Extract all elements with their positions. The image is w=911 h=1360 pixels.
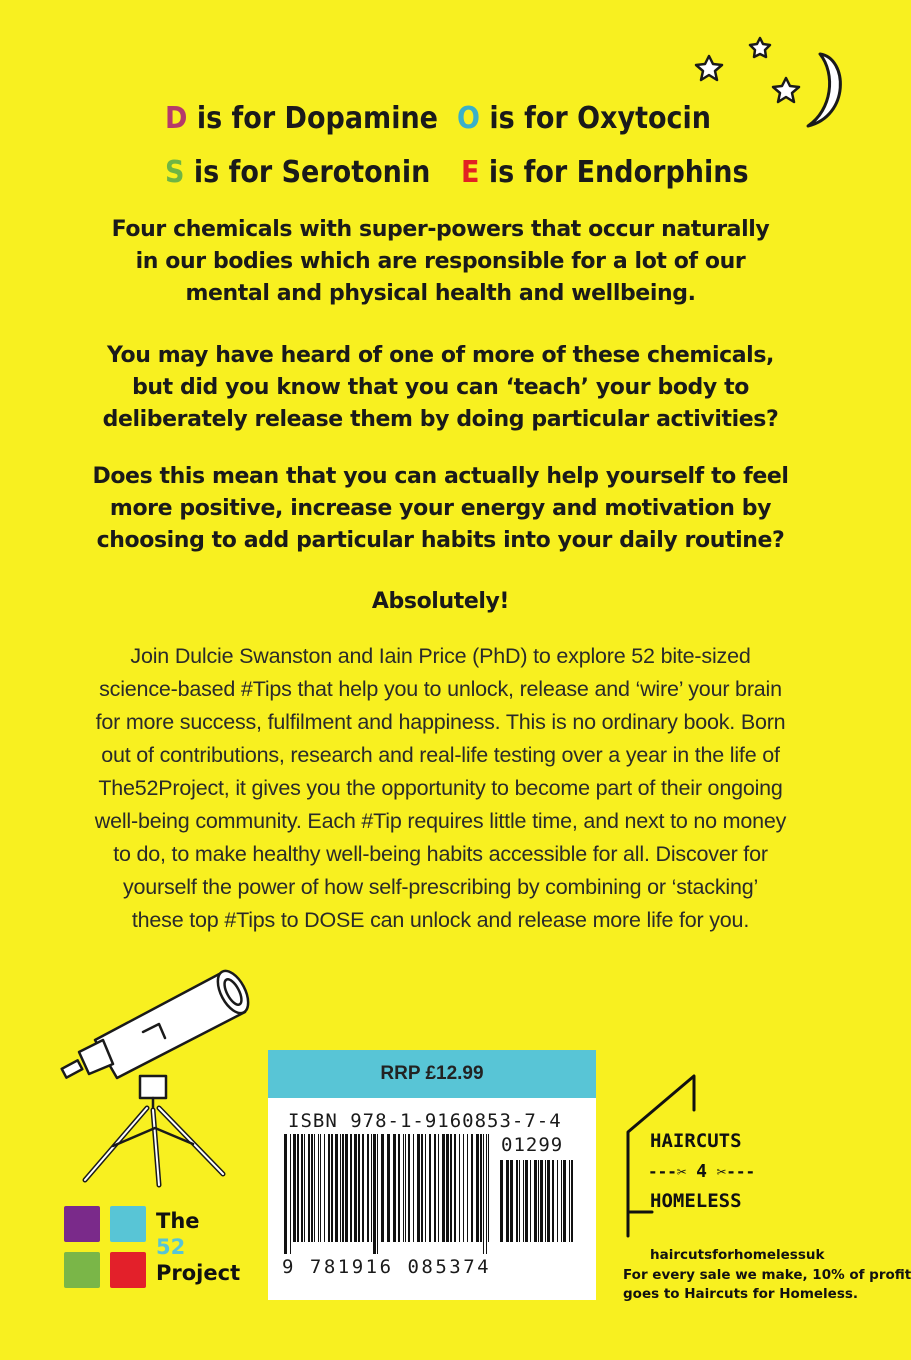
- barcode-bar: [442, 1134, 445, 1242]
- dose-letter-e: E: [461, 155, 480, 190]
- text-line: choosing to add particular habits into your daily routine?: [96, 528, 785, 553]
- moon-icon: [808, 54, 840, 126]
- barcode-bar: [417, 1134, 420, 1242]
- scissors-icon: ---✂: [648, 1162, 687, 1181]
- barcode-bar: [446, 1134, 449, 1242]
- barcode-bar: [393, 1134, 396, 1242]
- barcode-bar: [557, 1160, 558, 1242]
- price-addon-code: 01299: [501, 1134, 564, 1156]
- text-line: more positive, increase your energy and motivation by: [109, 496, 772, 521]
- logo-square-red: [110, 1252, 146, 1288]
- barcode-bar: [500, 1160, 503, 1242]
- rrp-price: RRP £12.99: [268, 1050, 596, 1098]
- barcode-bar: [476, 1134, 479, 1242]
- text-line: Does this mean that you can actually help yourself to feel: [92, 464, 789, 489]
- barcode-bar: [525, 1160, 528, 1242]
- barcode-bar: [421, 1134, 423, 1242]
- telescope-illustration: [55, 960, 255, 1190]
- text-line: deliberately release them by doing particular activities?: [102, 407, 779, 432]
- ean-barcode: [282, 1134, 492, 1254]
- barcode-bar: [377, 1134, 378, 1254]
- barcode-bar: [403, 1134, 404, 1242]
- barcode-bar: [552, 1160, 554, 1242]
- barcode-bar: [506, 1160, 509, 1242]
- blurb-line: for more success, fulfilment and happiness. This is no ordinary book. Born: [95, 710, 786, 734]
- barcode-bar: [373, 1134, 376, 1254]
- star-icon: [696, 56, 722, 80]
- barcode-bar: [463, 1134, 464, 1242]
- barcode-bar: [530, 1160, 531, 1242]
- barcode-bar: [471, 1134, 473, 1242]
- barcode-bar: [284, 1134, 287, 1254]
- blurb-line: science-based #Tips that help you to unlock, release and ‘wire’ your brain: [99, 677, 782, 701]
- blurb-line: out of contributions, research and real-life testing over a year in the life of: [101, 743, 780, 767]
- blurb-line: Join Dulcie Swanston and Iain Price (PhD) to explore 52 bite-sized: [130, 644, 751, 668]
- barcode-bar: [345, 1134, 348, 1242]
- barcode-bar: [488, 1134, 489, 1242]
- benefit-paragraph: [60, 461, 821, 557]
- barcode-bar: [311, 1134, 313, 1242]
- barcode-bar: [510, 1160, 513, 1242]
- haircuts-handle: haircutsforhomelessuk: [650, 1247, 825, 1263]
- star-icon: [750, 38, 770, 57]
- barcode-bar: [308, 1134, 310, 1242]
- isbn-number: ISBN 978-1-9160853-7-4: [288, 1110, 562, 1132]
- charity-note-line1: For every sale we make, 10% of profit: [623, 1267, 911, 1283]
- barcode-bar: [297, 1134, 299, 1242]
- blurb-line: The52Project, it gives you the opportunity to become part of their ongoing: [98, 776, 783, 800]
- text-line: Four chemicals with super-powers that occur naturally: [111, 217, 770, 242]
- barcode-bar: [480, 1134, 482, 1242]
- barcode-bar: [387, 1134, 390, 1242]
- blurb-line: well-being community. Each #Tip requires little time, and next to no money: [94, 809, 787, 833]
- the-52-project-logo: [64, 1206, 254, 1298]
- text-line: You may have heard of one of more of these chemicals,: [107, 343, 774, 368]
- barcode-bar: [486, 1134, 487, 1254]
- barcode-bar: [538, 1160, 539, 1242]
- logo-text-52: 52: [156, 1235, 186, 1259]
- barcode-bar: [523, 1160, 524, 1242]
- barcode-bar: [569, 1160, 570, 1242]
- barcode-bar: [519, 1160, 520, 1242]
- barcode-bar: [301, 1134, 303, 1242]
- barcode-bar: [320, 1134, 321, 1242]
- barcode-bar: [328, 1134, 330, 1242]
- barcode-bar: [405, 1134, 406, 1242]
- barcode-bar: [561, 1160, 562, 1242]
- intro-paragraph: [60, 214, 821, 310]
- dose-oxytocin: [457, 101, 712, 136]
- barcode-bar: [413, 1134, 414, 1242]
- logo-text-project: Project: [156, 1261, 241, 1285]
- barcode-bar: [331, 1134, 333, 1242]
- barcode-bar: [318, 1134, 319, 1242]
- barcode-bar: [438, 1134, 439, 1242]
- barcode-bar: [540, 1160, 543, 1242]
- logo-square-green: [64, 1252, 100, 1288]
- charity-note-line2: goes to Haircuts for Homeless.: [623, 1286, 859, 1302]
- barcode-bar: [534, 1160, 537, 1242]
- barcode-panel: [268, 1050, 596, 1300]
- barcode-bar: [545, 1160, 546, 1242]
- blurb-line: yourself the power of how self-prescribing by combining or ‘stacking’: [122, 875, 759, 899]
- logo-text-the: The: [156, 1209, 200, 1233]
- dose-text-s: is for Serotonin: [184, 155, 431, 190]
- barcode-bar: [354, 1134, 357, 1242]
- barcode-bar: [367, 1134, 369, 1242]
- barcode-bar: [381, 1134, 384, 1242]
- haircuts-logo-number: 4: [696, 1161, 708, 1182]
- barcode-bar: [563, 1160, 566, 1242]
- absolutely-heading: Absolutely!: [371, 589, 510, 614]
- dose-letter-o: O: [457, 101, 480, 136]
- barcode-bar: [324, 1134, 325, 1242]
- barcode-bar: [342, 1134, 344, 1242]
- barcode-bar: [434, 1134, 436, 1242]
- question-paragraph: [60, 340, 821, 436]
- barcode-bar: [408, 1134, 410, 1242]
- barcode-bar: [454, 1134, 456, 1242]
- barcode-bar: [450, 1134, 452, 1242]
- barcode-bar: [398, 1134, 400, 1242]
- barcode-bar: [304, 1134, 305, 1242]
- text-line: in our bodies which are responsible for a lot of our: [135, 249, 746, 274]
- barcode-bar: [425, 1134, 426, 1242]
- addon-barcode: [498, 1160, 578, 1254]
- logo-square-purple: [64, 1206, 100, 1242]
- ean-digits: 9 781916 085374: [282, 1256, 492, 1278]
- haircuts-logo-line1: HAIRCUTS: [650, 1130, 742, 1152]
- book-blurb: [40, 640, 841, 937]
- dose-text-e: is for Endorphins: [479, 155, 749, 190]
- text-line: but did you know that you can ‘teach’ your body to: [132, 375, 749, 400]
- haircuts-logo-line2: [648, 1161, 755, 1182]
- dose-letter-s: S: [165, 155, 185, 190]
- star-icon: [773, 78, 799, 102]
- barcode-bar: [340, 1134, 341, 1242]
- moon-and-stars-illustration: [690, 28, 850, 138]
- barcode-bar: [293, 1134, 296, 1242]
- dose-text-o: is for Oxytocin: [479, 101, 712, 136]
- barcode-bar: [362, 1134, 364, 1242]
- dose-text-d: is for Dopamine: [187, 101, 438, 136]
- dose-dopamine: [165, 101, 438, 136]
- barcode-bar: [358, 1134, 360, 1242]
- dose-endorphins: [461, 155, 749, 190]
- dose-letter-d: D: [165, 101, 188, 136]
- barcode-bar: [371, 1134, 372, 1242]
- dose-serotonin: [165, 155, 431, 190]
- haircuts-logo-line3: HOMELESS: [650, 1190, 742, 1212]
- barcode-bar: [547, 1160, 550, 1242]
- text-line: mental and physical health and wellbeing.: [185, 281, 696, 306]
- house-outline-icon: [616, 1070, 776, 1240]
- barcode-bar: [459, 1134, 460, 1242]
- logo-square-blue: [110, 1206, 146, 1242]
- barcode-bar: [335, 1134, 338, 1242]
- barcode-bar: [516, 1160, 518, 1242]
- barcode-bar: [290, 1134, 291, 1254]
- blurb-line: these top #Tips to DOSE can unlock and release more life for you.: [131, 908, 750, 932]
- barcode-bar: [350, 1134, 352, 1242]
- barcode-bar: [467, 1134, 468, 1242]
- barcode-bar: [571, 1160, 573, 1242]
- barcode-bar: [483, 1134, 484, 1254]
- barcode-bar: [429, 1134, 431, 1242]
- scissors-icon: ✂---: [716, 1162, 756, 1181]
- barcode-bar: [314, 1134, 315, 1242]
- blurb-line: to do, to make healthy well-being habits accessible for all. Discover for: [113, 842, 768, 866]
